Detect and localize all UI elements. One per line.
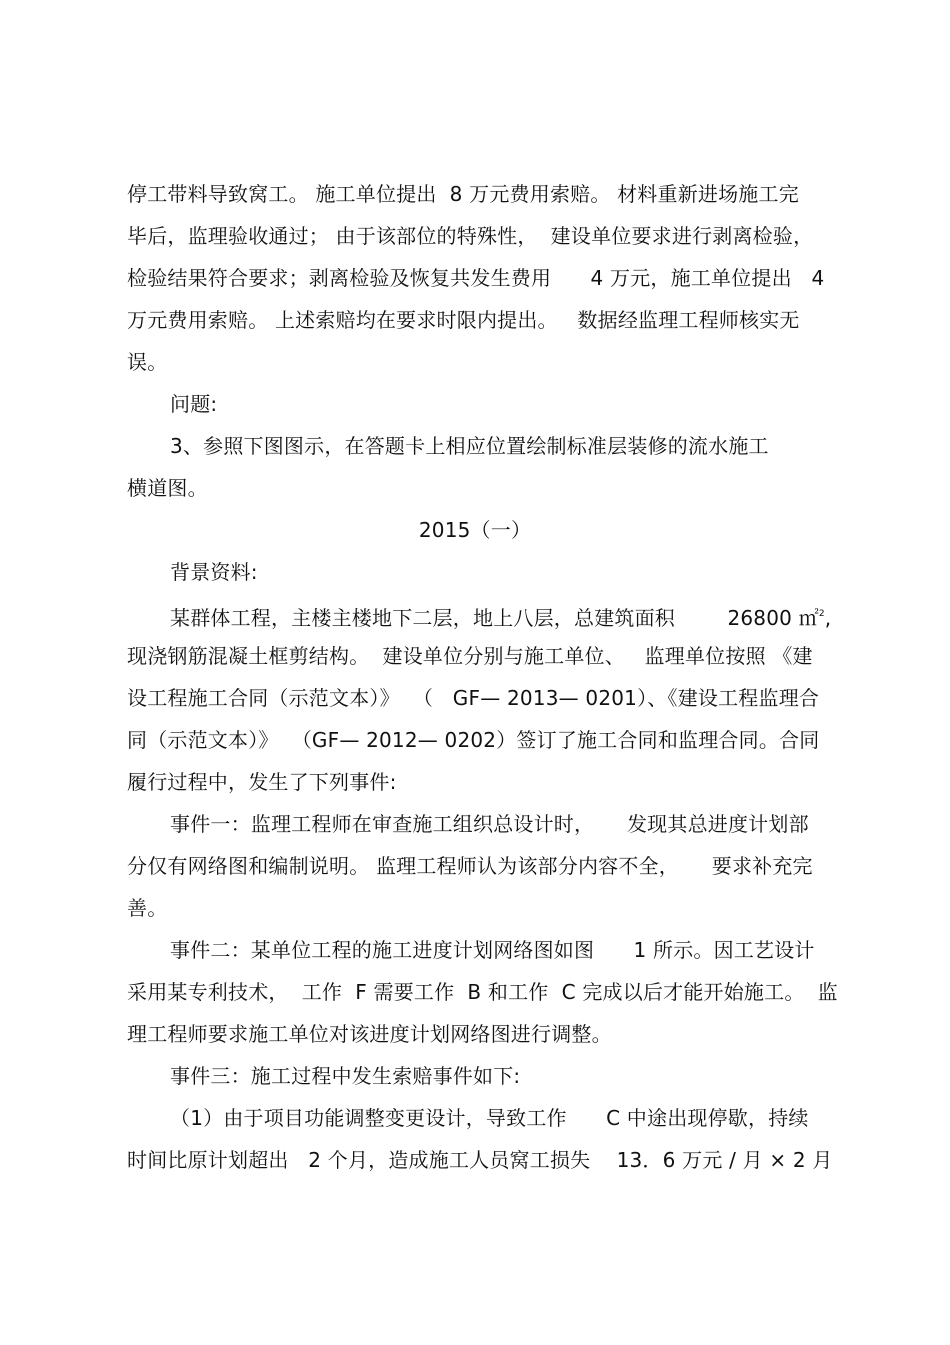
paragraph-line: 毕后，监理验收通过； 由于该部位的特殊性， 建设单位要求进行剥离检验， — [127, 224, 814, 248]
paragraph-line: 检验结果符合要求；剥离检验及恢复共发生费用 4 万元，施工单位提出 4 — [127, 266, 825, 290]
question-heading: 问题: — [170, 392, 218, 416]
paragraph-line: 分仅有网络图和编制说明。 监理工程师认为该部分内容不全， 要求补充完 — [127, 854, 813, 878]
paragraph-line: 3、参照下图图示，在答题卡上相应位置绘制标准层装修的流水施工 — [170, 434, 769, 458]
event-one-line: 事件一：监理工程师在审查施工组织总设计时， 发现其总进度计划部 — [170, 812, 809, 836]
paragraph-line: 设工程施工合同（示范文本）》 （ GF— 2013— 0201）、《建设工程监理合 — [127, 686, 820, 710]
event-two-line: 事件二：某单位工程的施工进度计划网络图如图 1 所示。因工艺设计 — [170, 938, 815, 962]
paragraph-line: 误。 — [127, 350, 168, 374]
paragraph-line: 采用某专利技术， 工作 F 需要工作 B 和工作 C 完成以后才能开始施工。 监 — [127, 980, 838, 1004]
paragraph-line: 万元费用索赔。 上述索赔均在要求时限内提出。 数据经监理工程师核实无 — [127, 308, 800, 332]
background-heading: 背景资料: — [170, 560, 258, 584]
paragraph-line: 履行过程中，发生了下列事件: — [127, 770, 397, 794]
event-three-line: 事件三：施工过程中发生索赔事件如下: — [170, 1064, 521, 1088]
paragraph-line: 时间比原计划超出 2 个月，造成施工人员窝工损失 13．6 万元 / 月 × 2 月 — [127, 1148, 833, 1172]
area-suffix: , — [824, 606, 832, 630]
paragraph-line: 理工程师要求施工单位对该进度计划网络图进行调整。 — [127, 1022, 612, 1046]
paragraph-line: 停工带料导致窝工。 施工单位提出 8 万元费用索赔。 材料重新进场施工完 — [127, 182, 799, 206]
paragraph-line: 善。 — [127, 896, 168, 920]
paragraph-text: 某群体工程，主楼主楼地下二层，地上八层，总建筑面积 26800 ㎡ — [170, 606, 819, 630]
area-superscript: 2 — [818, 609, 825, 619]
paragraph-line: 现浇钢筋混凝土框剪结构。 建设单位分别与施工单位、 监理单位按照 《建 — [127, 644, 813, 668]
paragraph-line: 同（示范文本）》 （GF— 2012— 0202）签订了施工合同和监理合同。合同 — [127, 728, 820, 752]
section-title: 2015（一） — [418, 518, 532, 542]
paragraph-line: 横道图。 — [127, 476, 208, 500]
paragraph-line — [170, 600, 870, 632]
paragraph-line: （1）由于项目功能调整变更设计，导致工作 C 中途出现停歇，持续 — [170, 1106, 809, 1130]
